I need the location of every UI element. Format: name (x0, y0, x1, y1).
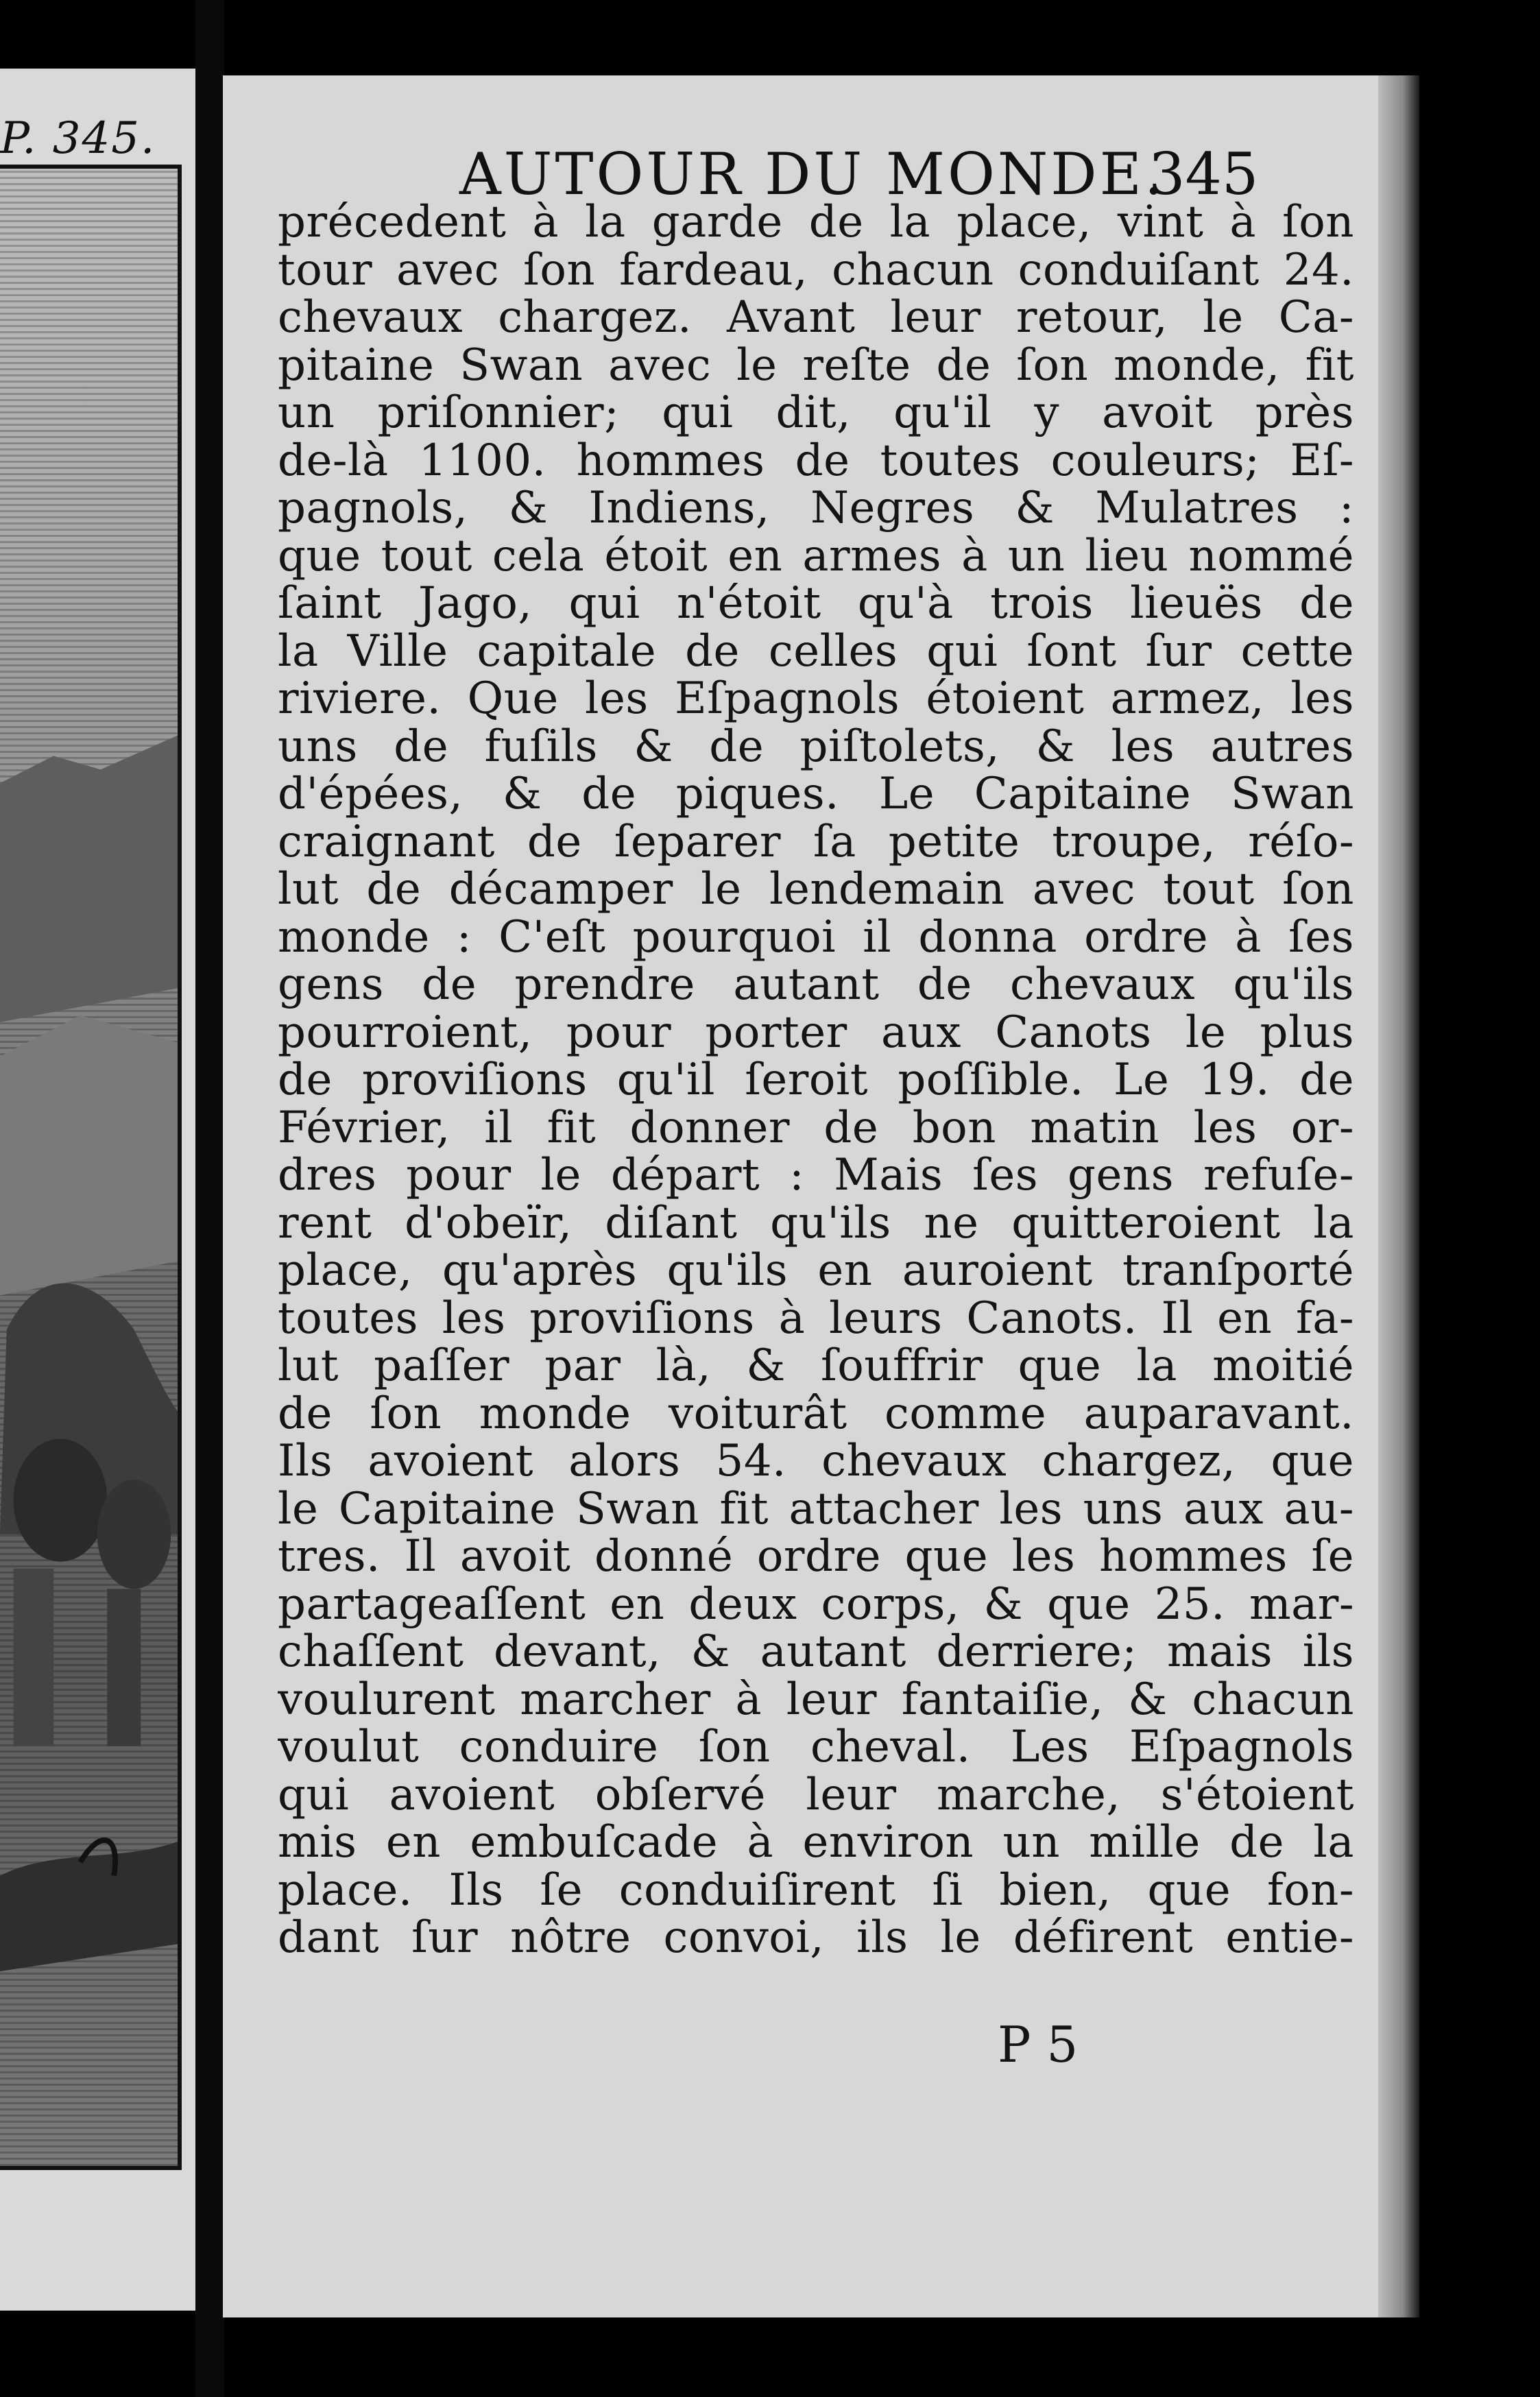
text-line: dres pour le départ : Mais ſes gens refuſe- (278, 1152, 1354, 1200)
page-number: 345 (1148, 141, 1259, 208)
text-line: voulurent marcher à leur fantaiſie, & chacun (278, 1676, 1354, 1724)
running-title: AUTOUR DU MONDE. (459, 141, 1166, 208)
text-line: dant ſur nôtre convoi, ils le défirent entie- (278, 1914, 1354, 1962)
text-line: de proviſions qu'il ſeroit poſſible. Le 19. de (278, 1057, 1354, 1105)
text-line: mis en embuſcade à environ un mille de la (278, 1819, 1354, 1867)
text-line: pitaine Swan avec le reſte de ſon monde, fit (278, 341, 1354, 389)
text-line: craignant de ſeparer ſa petite troupe, réſo- (278, 818, 1354, 866)
engraving-image (0, 169, 178, 2166)
text-line: toutes les proviſions à leurs Canots. Il en fa- (278, 1294, 1354, 1342)
page-edge-shadow (1378, 75, 1419, 2317)
text-line: pagnols, & Indiens, Negres & Mulatres : (278, 485, 1354, 533)
text-line: le Capitaine Swan fit attacher les uns aux au- (278, 1485, 1354, 1533)
text-line: ſaint Jago, qui n'étoit qu'à trois lieuës de (278, 580, 1354, 628)
text-line: place. Ils ſe conduiſirent ſi bien, que fon- (278, 1866, 1354, 1914)
body-text (278, 199, 1354, 1962)
text-line: précedent à la garde de la place, vint à ſon (278, 199, 1354, 247)
text-line: place, qu'après qu'ils en auroient tranſporté (278, 1247, 1354, 1295)
plate-page-marker: P. 345. (0, 113, 156, 164)
text-line: lut de décamper le lendemain avec tout ſon (278, 866, 1354, 914)
text-line: Ils avoient alors 54. chevaux chargez, que (278, 1438, 1354, 1486)
text-line: chevaux chargez. Avant leur retour, le Ca- (278, 294, 1354, 342)
text-line: chaſſent devant, & autant derriere; mais ils (278, 1628, 1354, 1676)
text-line: d'épées, & de piques. Le Capitaine Swan (278, 771, 1354, 819)
book-gutter (195, 0, 224, 2397)
text-line: lut paſſer par là, & ſouffrir que la moitié (278, 1342, 1354, 1390)
text-line: que tout cela étoit en armes à un lieu nommé (278, 532, 1354, 580)
text-line: voulut conduire ſon cheval. Les Eſpagnols (278, 1724, 1354, 1772)
text-line: de-là 1100. hommes de toutes couleurs; Eſ- (278, 437, 1354, 485)
text-line: la Ville capitale de celles qui ſont ſur cette (278, 627, 1354, 675)
text-page (223, 75, 1395, 2317)
text-line: monde : C'eſt pourquoi il donna ordre à ſes (278, 913, 1354, 961)
text-line: riviere. Que les Eſpagnols étoient armez, les (278, 675, 1354, 723)
text-line: rent d'obeïr, diſant qu'ils ne quitteroient la (278, 1199, 1354, 1247)
engraving-illustration (0, 165, 182, 2170)
text-line: pourroient, pour porter aux Canots le plus (278, 1009, 1354, 1057)
text-line: Février, il fit donner de bon matin les or- (278, 1104, 1354, 1152)
text-line: uns de fuſils & de piſtolets, & les autres (278, 723, 1354, 771)
text-line: un priſonnier; qui dit, qu'il y avoit près (278, 389, 1354, 437)
signature-mark: P 5 (998, 2016, 1079, 2073)
text-line: partageaſſent en deux corps, & que 25. mar- (278, 1580, 1354, 1628)
text-line: gens de prendre autant de chevaux qu'ils (278, 961, 1354, 1009)
text-line: tour avec ſon fardeau, chacun conduiſant 24. (278, 246, 1354, 294)
text-line: qui avoient obſervé leur marche, s'étoient (278, 1771, 1354, 1819)
text-line: de ſon monde voiturât comme auparavant. (278, 1390, 1354, 1438)
text-line: tres. Il avoit donné ordre que les hommes ſe (278, 1533, 1354, 1581)
facing-page-plate (0, 69, 200, 2311)
